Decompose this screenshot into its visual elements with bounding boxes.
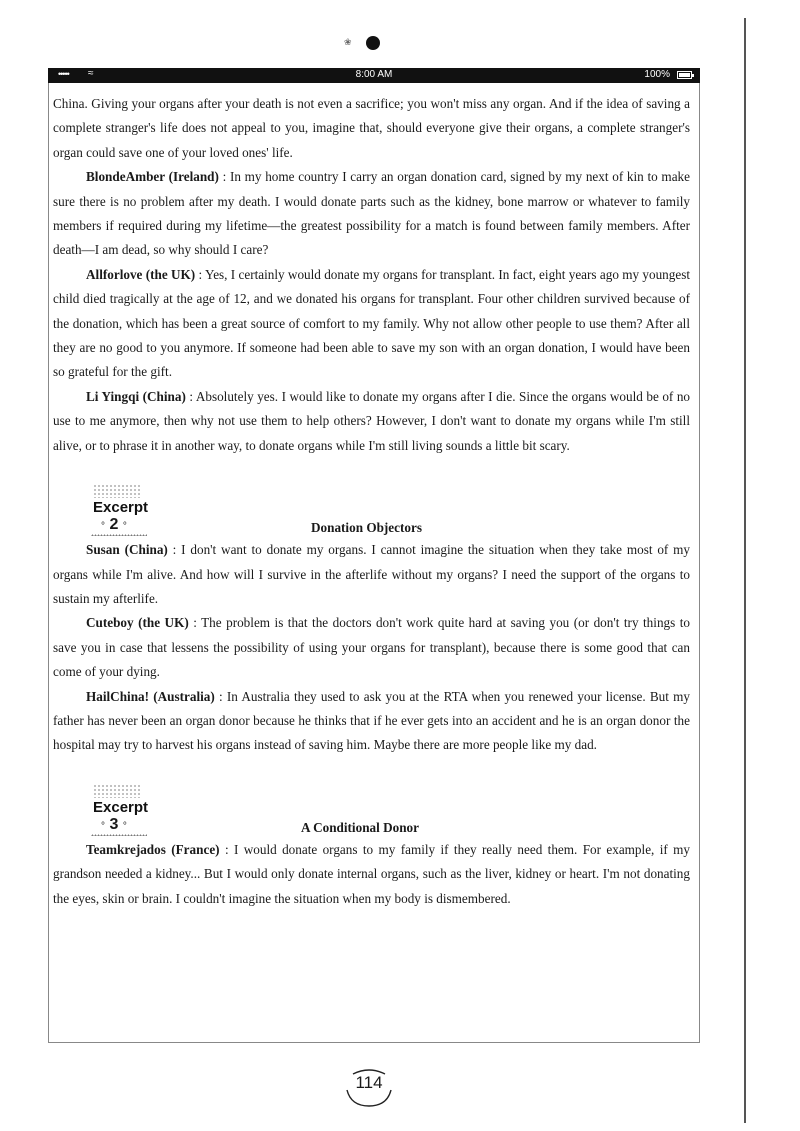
- commenter-name: Allforlove (the UK): [86, 266, 196, 282]
- dotted-underline: [91, 534, 147, 536]
- wifi-icon: ≈: [88, 68, 94, 79]
- comment-li-yingqi: [53, 385, 690, 458]
- battery-percent: 100%: [644, 69, 670, 80]
- dotted-underline: [91, 834, 147, 836]
- comment-teamkrejados: [53, 838, 690, 911]
- excerpt-number: ° 2 °: [101, 516, 127, 534]
- excerpt-3-header: [53, 782, 690, 838]
- section-heading: A Conditional Donor: [301, 819, 419, 835]
- comment-text: : The problem is that the doctors don't work quite hard at saving you (or don't try things to save you in case that lessens the possibility of using your organs for transplant), because there is some good that can come of your dying.: [53, 615, 690, 680]
- commenter-name: Cuteboy (the UK): [86, 615, 189, 631]
- battery-icon: [677, 71, 692, 79]
- status-bar: [48, 68, 700, 83]
- signal-icon: •••••: [58, 69, 69, 79]
- excerpt-badge: [87, 484, 157, 536]
- excerpt-2-header: [53, 482, 690, 538]
- excerpt-number-value: 3: [109, 815, 119, 833]
- comment-text: : I would donate organs to my family if they really need them. For example, if my grandson needed a kidney... But I would only donate internal organs, such as the liver, kidney or heart. I'm not donating the eyes, skin or brain. I couldn't imagine the situation when my body is dismembered.: [53, 841, 690, 906]
- comment-text: : Absolutely yes. I would like to donate my organs after I die. Since the organs would be of no use to me anymore, then why not use them to help others? However, I don't want to donate my organs while I'm still alive, or to phrase it in another way, to donate organs while I'm still living sounds a little bit scary.: [53, 388, 691, 453]
- excerpt-badge: [87, 784, 157, 836]
- excerpt-number: ° 3 °: [101, 815, 127, 833]
- page-number: [343, 1068, 395, 1108]
- commenter-name: Li Yingqi (China): [86, 388, 186, 404]
- excerpt-label: Excerpt: [93, 798, 149, 816]
- commenter-name: HailChina! (Australia): [86, 688, 215, 704]
- comment-text: : Yes, I certainly would donate my organs for transplant. In fact, eight years ago my youngest child died tragically at the age of 12, and we donated his organs for transplant. Four other children survived because of the donation, which has been a great source of comfort to my family. Why not allow other people to use them? After all they are no good to you anymore. If someone had been able to save my son with an organ donation, I would have been so grateful for the gift.: [53, 266, 691, 380]
- comment-text: : In my home country I carry an organ donation card, signed by my next of kin to make sure there is no problem after my death. I would donate parts such as the kidney, bone marrow or whatever to family members if required during my lifetime—the greatest possibility for a match is found between family members. After death—I am dead, so why should I care?: [53, 169, 690, 258]
- comment-allforlove: [53, 263, 690, 385]
- black-dot-icon: [366, 36, 380, 50]
- section-heading: Donation Objectors: [311, 520, 422, 536]
- page-edge-rule: [744, 18, 746, 1123]
- article-body: [53, 92, 690, 911]
- commenter-name: Susan (China): [86, 542, 168, 558]
- comment-text: : I don't want to donate my organs. I cannot imagine the situation when they take most of my organs while I'm alive. And how will I survive in the afterlife without my organs? I need the support of the organs to sustain my afterlife.: [53, 542, 691, 606]
- comment-hailchina: [53, 685, 690, 758]
- comment-text: : In Australia they used to ask you at the RTA when you renewed your license. But my father has never been an organ donor because he thinks that if he ever gets into an accident and he is an organ donor the hospital may try to harvest his organs instead of saving him. Maybe there are more people like my dad.: [53, 688, 690, 753]
- flower-icon: ❀: [344, 38, 352, 48]
- excerpt-label: Excerpt: [93, 499, 149, 517]
- comment-susan: [53, 538, 690, 611]
- page-number-value: 114: [355, 1073, 383, 1092]
- status-time: 8:00 AM: [355, 69, 393, 80]
- commenter-name: Teamkrejados (France): [86, 841, 220, 857]
- excerpt-number-value: 2: [109, 516, 119, 534]
- comment-cuteboy: [53, 611, 690, 684]
- continued-paragraph: China. Giving your organs after your death is not even a sacrifice; you won't miss any organ. And if the idea of saving a complete stranger's life does not appeal to you, imagine that, should everyone give their organs, a complete stranger's organ could save one of your loved ones' life.: [53, 96, 690, 160]
- commenter-name: BlondeAmber (Ireland): [86, 169, 219, 185]
- comment-blondeamber: [53, 165, 690, 263]
- top-ornament: [344, 36, 380, 50]
